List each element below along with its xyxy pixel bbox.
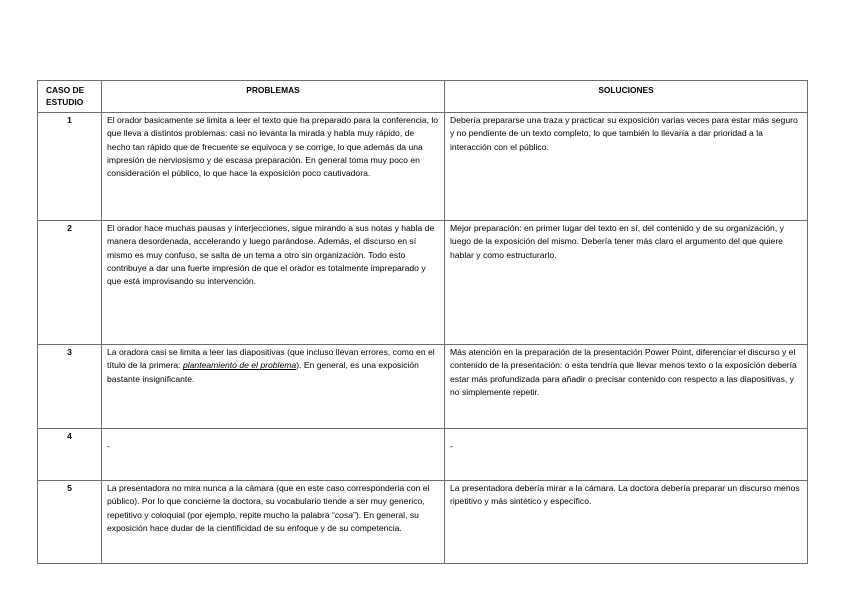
solution-cell: La presentadora debería mirar a la cámara. La doctora debería preparar un discurso menos ripetitivo y más sintético y específico.: [445, 481, 808, 564]
problem-emphasis: planteamiento de el problema: [182, 360, 297, 371]
problem-emphasis: cosa: [334, 509, 354, 520]
table-row: [38, 345, 808, 429]
problem-text-start: La oradora casi se limita a leer las diapositivas (que incluso llevan errores, como en el título de la primera:: [107, 347, 435, 371]
header-problems: PROBLEMAS: [102, 81, 445, 113]
solution-cell: Mejor preparación: en primer lugar del texto en sí, del contenido y de su organización, y luego de la exposición del mismo. Debería tener más claro el argumento del que quiere hablar y como estructurarlo.: [445, 221, 808, 345]
case-number: 1: [38, 113, 102, 221]
table-row: [38, 113, 808, 221]
problem-cell: -: [102, 429, 445, 481]
header-case-study: CASO DE ESTUDIO: [38, 81, 102, 113]
problem-text-start: La presentadora no mira nunca a la cámara (que en este caso corresponderia con el público). Por lo que concierne la doctora, su vocabulario tiende a ser muy generico, repetitivo y coloquial (por ejemplo, repite mucho la palabra “: [107, 483, 430, 520]
case-number: 2: [38, 221, 102, 345]
case-number: 5: [38, 481, 102, 564]
table-row: [38, 429, 808, 481]
case-number: 3: [38, 345, 102, 429]
solution-cell: Debería prepararse una traza y practicar su exposición varias veces para estar más seguro y no pendiente de un texto completo, lo que también lo llevaría a dar prioridad a la interacción con el público.: [445, 113, 808, 221]
problem-cell: [102, 481, 445, 564]
problem-text-end: ”). En general, su exposición hace dudar de la cientificidad de su enfoque y de su competencia.: [107, 509, 419, 533]
problem-cell: El orador hace muchas pausas y interjecciones, sigue mirando a sus notas y habla de manera desordenada, accelerando y luego parándose. Además, el discurso en sí mismo es muy confuso, se salta de un tema a otro sin organización. Todo esto contribuye a dar una fuerte impresión de que el orador es totalmente impreparado y que está improvisando su intervención.: [102, 221, 445, 345]
solution-cell: -: [445, 429, 808, 481]
problem-cell: [102, 345, 445, 429]
header-row: [38, 81, 808, 113]
table-row: [38, 221, 808, 345]
table-row: [38, 481, 808, 564]
solution-cell: Más atención en la preparación de la presentación Power Point, diferenciar el discurso y el contenido de la presentación: o esta tendría que llevar menos texto o la exposición debería estar más profundizada para añadir o precisar contenido con respecto a las diapositivas, y no simplemente repetir.: [445, 345, 808, 429]
case-number: 4: [38, 429, 102, 481]
case-study-table: [37, 80, 808, 564]
header-solutions: SOLUCIONES: [445, 81, 808, 113]
problem-text-end: ). En general, es una exposición bastante insignificante.: [107, 360, 419, 384]
problem-cell: El orador basicamente se limita a leer el texto que ha preparado para la conferencia, lo que lleva a distintos problemas: casi no levanta la mirada y habla muy rápido, de hecho tan rápido que de frecuente se equivoca y se corrige, lo que además da una impresión de nerviosismo y de escasa preparación. En general toma muy poco en consideración el público, lo que hace la exposición poco cautivadora.: [102, 113, 445, 221]
